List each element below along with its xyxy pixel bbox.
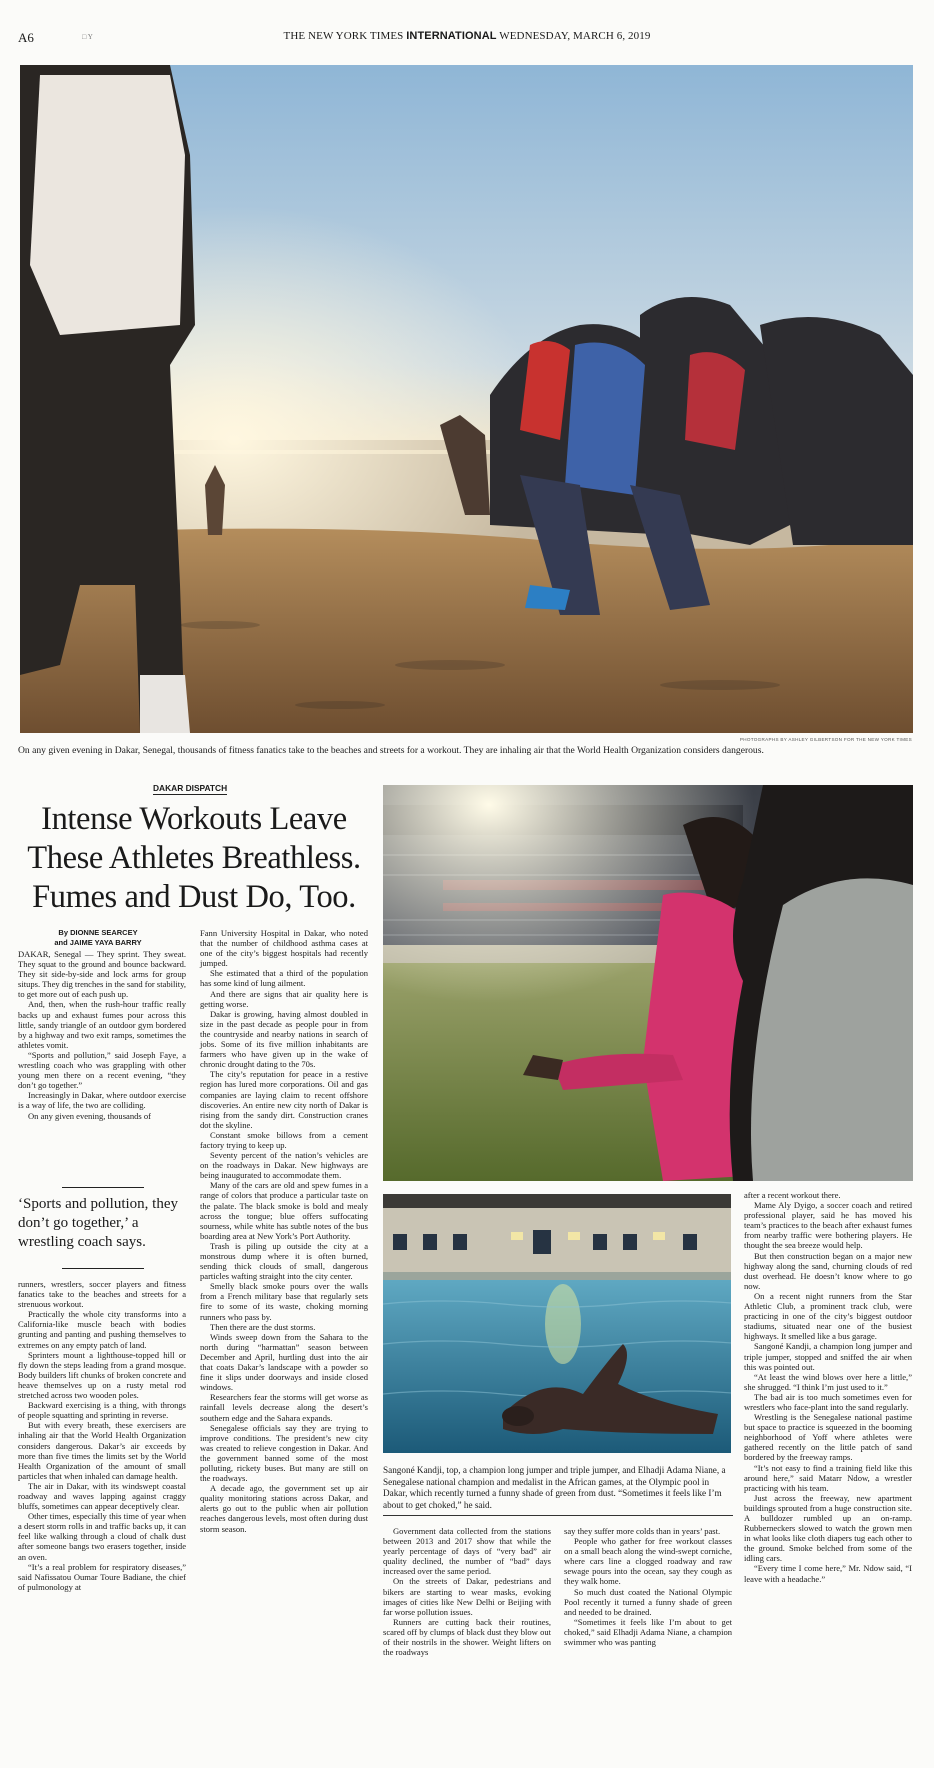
column-2-paragraph: Winds sweep down from the Sahara to the north during “harmattan” season between December and April, hurtling dust into the air that coats Dakar’s landscape with a powder so fine it slips under doorways and inside closed windows. — [200, 1331, 368, 1393]
column-1-paragraph: Sprinters mount a lighthouse-topped hill or fly down the steps leading from a grand mosque. Body builders lift chunks of broken concrete and heave themselves up on a rusty metal rod stretched across two wooden poles. — [18, 1349, 186, 1401]
column-1-paragraph: The air in Dakar, with its windswept coastal roadway and waves lapping against craggy bluffs, sometimes can appear deceptively clear. — [18, 1480, 186, 1512]
column-5-paragraph: after a recent workout there. — [744, 1190, 841, 1200]
column-5-paragraph: “At least the wind blows over here a little,” she shrugged. “I think I’m just used to it.” — [744, 1371, 912, 1392]
column-2-paragraph: Dakar is growing, having almost doubled in size in the past decade as people pour in from the countryside and nearby nations in search of jobs. Some of its five million inhabitants are farmers who have given up in the wake of chronic drought dating to the 70s. — [200, 1008, 368, 1070]
article-column-4 — [564, 1526, 732, 1647]
column-1-paragraph: Backward exercising is a thing, with throngs of people squatting and sprinting in reverse. — [18, 1400, 186, 1421]
caption-rule — [383, 1515, 733, 1516]
column-5-paragraph: “Every time I come here,” Mr. Ndow said, “I leave with a headache.” — [744, 1563, 912, 1584]
column-5-paragraph: Sangoné Kandji, a champion long jumper and triple jumper, stopped and sniffed the air when this was pointed out. — [744, 1341, 912, 1372]
column-1-paragraph: runners, wrestlers, soccer players and fitness fanatics take to the beaches and streets for a strenuous workout. — [18, 1279, 186, 1310]
column-2-paragraph: And there are signs that air quality here is getting worse. — [200, 988, 368, 1009]
column-4-paragraph: say they suffer more colds than in years’ past. — [564, 1526, 721, 1536]
article-column-3 — [383, 1526, 551, 1657]
column-1-paragraph: Other times, especially this time of year when a desert storm rolls in and traffic backs up, it can feel like walking through a cloud of chalk dust after someone bangs two erasers together, inside an oven. — [18, 1511, 186, 1562]
column-1-paragraph: “It’s a real problem for respiratory diseases,” said Nafissatou Oumar Toure Badiane, the chief of pulmonology at — [18, 1561, 186, 1592]
edition-mark: □ Y — [82, 33, 93, 41]
byline-author-2: and JAIME YAYA BARRY — [54, 938, 142, 947]
column-2-paragraph: Smelly black smoke pours over the walls from a French military base that regularly sets fire to some of its waste, choking morning runners who pass by. — [200, 1281, 368, 1322]
photo-caption-2: Sangoné Kandji, top, a champion long jumper and triple jumper, and Elhadji Adama Niane, a Senegalese national champion and medalist in the African games, at the Olympic pool in Dakar, which recently turned a funny shade of green from dust. “Sometimes it feels like I’m about to get choked,” he said. — [383, 1465, 726, 1510]
stadium-runner-photo — [383, 785, 913, 1181]
column-4-paragraph: People who gather for free workout classes on a small beach along the wind-swept corniche, where cars line a clogged roadway and raw sewage pours into the ocean, say they cough as they walk home. — [564, 1536, 732, 1587]
column-5-paragraph: Mame Aly Dyigo, a soccer coach and retired professional player, said he has moved his team’s practices to the beach after exhaust fumes from nearby traffic were bothering players. He thought the sea breeze would help. — [744, 1200, 912, 1251]
column-3-paragraph: Runners are cutting back their routines, scared off by clumps of black dust they blow out of their nostrils in the shower. Weight lifters on the roadways — [383, 1616, 551, 1658]
column-2-paragraph: Trash is piling up outside the city at a monstrous dump where it is often burned, sending thick clouds of small, dangerous particles wafting straight into the city center. — [200, 1240, 368, 1282]
column-5-paragraph: On a recent night runners from the Star Athletic Club, a prominent track club, were practicing in one of the city’s biggest outdoor stadiums, situated near one of the busiest highways. It smelled like a bus garage. — [744, 1290, 912, 1342]
column-2-paragraph: Fann University Hospital in Dakar, who noted that the number of childhood asthma cases at one of the city’s biggest hospitals had recently jumped. — [200, 928, 368, 969]
article-column-2 — [200, 928, 368, 1534]
column-4-paragraph: “Sometimes it feels like I’m about to get choked,” said Elhadji Adama Niane, a champion swimmer who was panting — [564, 1616, 732, 1648]
column-5-paragraph: “It’s not easy to find a training field like this around here,” said Matarr Ndow, a wrestler practicing with his team. — [744, 1462, 912, 1493]
column-2-paragraph: Constant smoke billows from a cement factory trying to keep up. — [200, 1129, 368, 1150]
column-1-paragraph: Increasingly in Dakar, where outdoor exercise is a way of life, the two are colliding. — [18, 1090, 186, 1111]
column-5-paragraph: But then construction began on a major new highway along the sand, churning clouds of red dust overhead. He doesn’t know where to go now. — [744, 1250, 912, 1291]
column-3-paragraph: On the streets of Dakar, pedestrians and bikers are starting to wear masks, evoking images of cities like New Delhi or Beijing with far worse pollution issues. — [383, 1576, 551, 1617]
pull-quote-rule-top — [62, 1187, 144, 1188]
column-5-paragraph: Just across the freeway, new apartment buildings sprouted from a huge construction site. A bulldozer rumbled up an on-ramp. Rubberneckers slowed to watch the grown men in what looks like cloth diapers tug each other to the ground. Smoke belched from some of the idling cars. — [744, 1492, 912, 1564]
column-2-paragraph: Many of the cars are old and spew fumes in a range of colors that produce a particular taste on the palate. The black smoke is bold and mealy across the tongue; blue offers suffocating sourness, while white has subtle notes of the bus boarding area at New York’s Port Authority. — [200, 1180, 368, 1241]
column-3-paragraph: Government data collected from the stations between 2013 and 2017 show that while the yearly percentage of days of “very bad” air quality declined, the number of “bad” days increased over the same period. — [383, 1526, 551, 1577]
column-1-paragraph: “Sports and pollution,” said Joseph Faye, a wrestling coach who was grappling with other young men there on a recent evening, “they don’t go together.” — [18, 1049, 186, 1091]
column-1-paragraph: Practically the whole city transforms into a California-like muscle beach with bodies grunting and panting and pushing themselves to extremes on any empty patch of land. — [18, 1309, 186, 1350]
column-2-paragraph: She estimated that a third of the population has some kind of lung ailment. — [200, 968, 368, 989]
article-column-1-bottom — [18, 1279, 186, 1592]
publication-name: THE NEW YORK TIMES — [283, 30, 404, 42]
issue-date: WEDNESDAY, MARCH 6, 2019 — [499, 30, 651, 42]
column-2-paragraph: The city’s reputation for peace in a restive region has lured more corporations. Oil and gas companies are laying claim to recent offshore discoveries. An entire new city north of Dakar is rising from the sandy dirt. Construction cranes dot the skyline. — [200, 1069, 368, 1130]
photo-credit: PHOTOGRAPHS BY ASHLEY GILBERTSON FOR THE NEW YORK TIMES — [739, 737, 912, 742]
pull-quote-rule-bottom — [62, 1268, 144, 1269]
column-2-paragraph: Senegalese officials say they are trying to improve conditions. The president’s new city was created to relieve congestion in Dakar. And the government banned some of the most polluting, rickety buses. But many are still on the roadways. — [200, 1422, 368, 1484]
folio-line — [0, 30, 934, 42]
top-photo-caption: On any given evening in Dakar, Senegal, thousands of fitness fanatics take to the beaches and streets for a workout. They are inhaling air that the World Health Organization considers dangerous. — [18, 745, 764, 756]
column-2-paragraph: Seventy percent of the nation’s vehicles are on the roadways in Dakar. New highways are being inaugurated to accommodate them. — [200, 1150, 368, 1181]
article-column-1-top — [18, 949, 186, 1121]
pool-swimmer-photo — [383, 1194, 731, 1453]
byline — [18, 928, 178, 948]
article-column-5 — [744, 1190, 912, 1584]
column-2-paragraph: Researchers fear the storms will get worse as rainfall levels decrease along the desert’s southern edge and the Sahara expands. — [200, 1392, 368, 1423]
column-4-paragraph: So much dust coated the National Olympic Pool recently it turned a funny shade of green and needed to be drained. — [564, 1586, 732, 1617]
page-number: A6 — [18, 30, 34, 45]
column-2-paragraph: Then there are the dust storms. — [210, 1321, 316, 1332]
column-5-paragraph: The bad air is too much sometimes even for wrestlers who face-plant into the sand regularly. — [744, 1391, 912, 1412]
headline: Intense Workouts Leave These Athletes Breathless. Fumes and Dust Do, Too. — [27, 801, 361, 915]
column-1-paragraph: And, then, when the rush-hour traffic really backs up and exhaust fumes pour across this little, sandy triangle of an outdoor gym bordered by a highway and two exit ramps, sometimes the athletes vomit. — [18, 999, 186, 1050]
column-1-paragraph: On any given evening, thousands of — [28, 1110, 151, 1121]
column-1-paragraph: But with every breath, these exercisers are inhaling air that the World Health Organization considers dangerous. Dakar’s air exceeds by more than five times the limits set by the World Health Organization of the amount of small particles that when inhaled can damage health. — [18, 1420, 186, 1481]
kicker: DAKAR DISPATCH — [153, 783, 228, 793]
column-2-paragraph: A decade ago, the government set up air quality monitoring stations across Dakar, and alerts go out to the public when air pollution reaches dangerous levels, most often during dust storm season. — [200, 1483, 368, 1534]
column-1-paragraph: DAKAR, Senegal — They sprint. They sweat. They squat to the ground and bounce backward. They sit side-by-side and lock arms for group situps. They dig trenches in the sand for stability, to get more out of each push up. — [18, 949, 186, 1000]
column-5-paragraph: Wrestling is the Senegalese national pastime but space to practice is squeezed in the booming neighborhood of Yoff where athletes were gathered recently on the little patch of sand bordered by the freeway ramps. — [744, 1412, 912, 1463]
byline-author-1: By DIONNE SEARCEY — [58, 928, 138, 937]
section-name: INTERNATIONAL — [406, 30, 497, 42]
beach-runners-photo — [20, 65, 913, 733]
pull-quote: ‘Sports and pollution, they don’t go together,’ a wrestling coach says. — [18, 1196, 178, 1250]
